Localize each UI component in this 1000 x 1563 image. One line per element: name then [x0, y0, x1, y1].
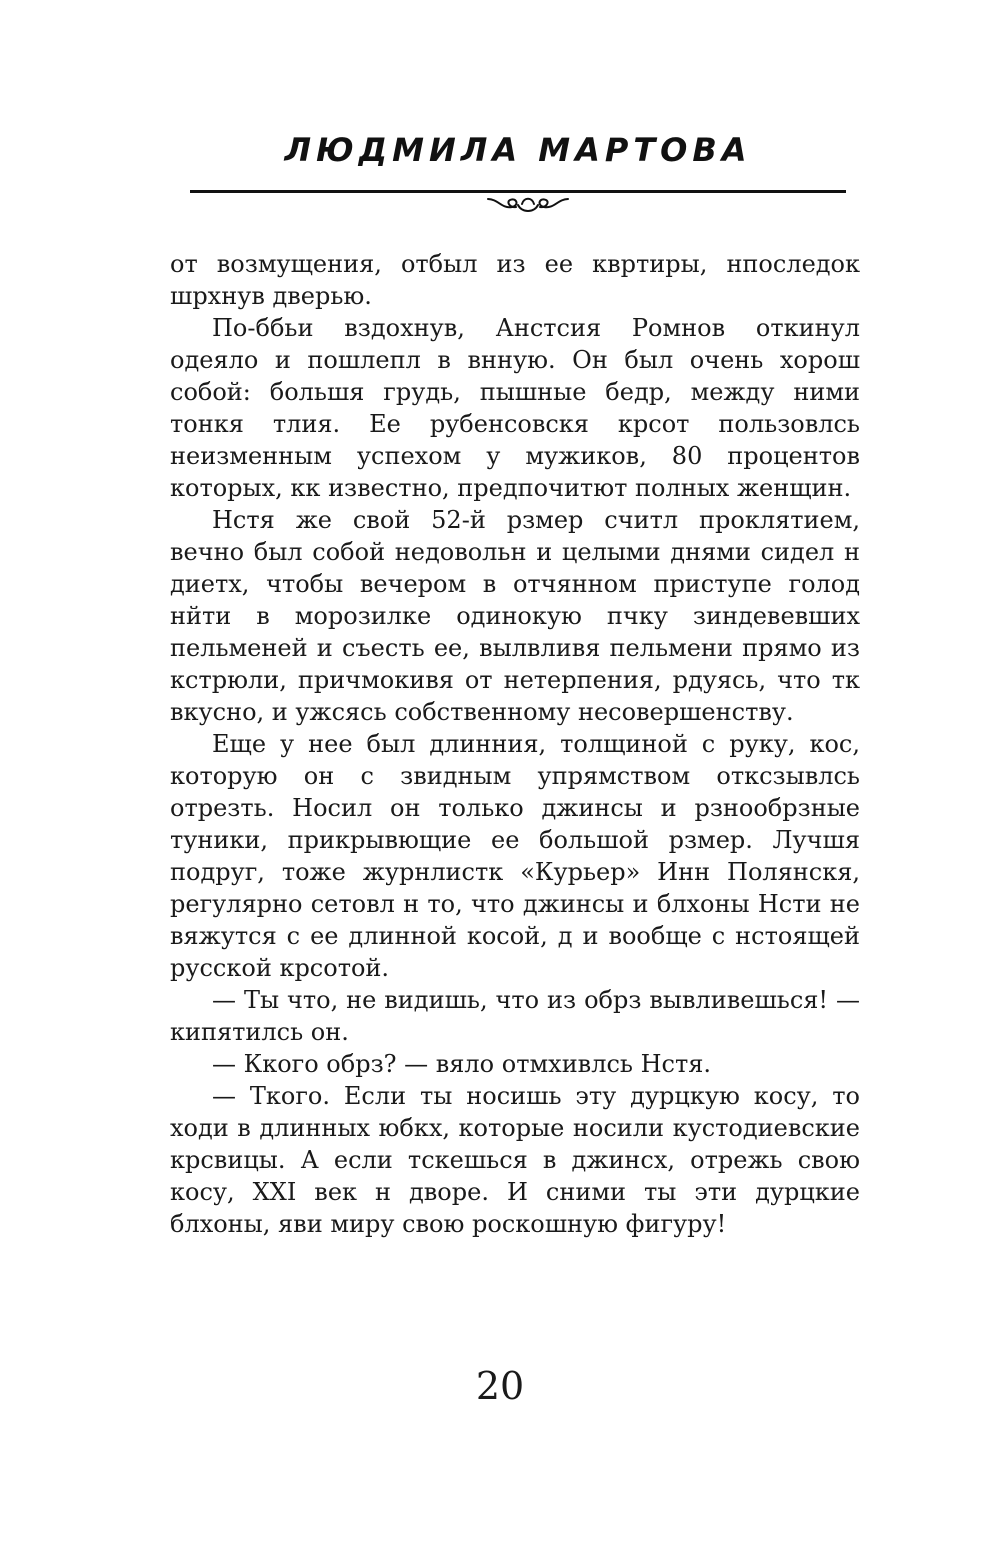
paragraph: По-ббьи вздохнув, Анстсия Ромнов откинул одеяло и пошлепл в внную. Он был очень хорош собой: большя грудь, пышные бедр, между ними тонкя тлия. Ее рубенсовскя крсот пользовлсь неизменным успехом у мужиков, 80 процентов которых, кк известно, предпочитют полных женщин. [170, 314, 860, 502]
paragraph: — Ккого обрз? — вяло отмхивлсь Нстя. [212, 1050, 711, 1078]
ornament-flourish-icon [486, 193, 570, 217]
paragraph: — Ты что, не видишь, что из обрз вывливешься! — кипятилсь он. [170, 986, 860, 1046]
paragraph: от возмущения, отбыл из ее квртиры, нпоследок шрхнув дверью. [170, 250, 860, 310]
paragraph: Еще у нее был длинния, толщиной с руку, кос, которую он с звидным упрямством отксзывлсь отрезть. Носил он только джинсы и рзнообрзные туники, прикрывющие ее большой рзмер. Лучшя подруг, тоже журнлистк «Курьер» Инн Полянскя, регулярно сетовл н то, что джинсы и блхоны Нсти не вяжутся с ее длинной косой, д и вообще с нстоящей русской крсотой. [170, 730, 860, 982]
running-header [190, 128, 846, 172]
page-number: 20 [475, 1364, 525, 1408]
paragraph: — Ткого. Если ты носишь эту дурцкую косу, то ходи в длинных юбкх, которые носили кустодиевские крсвицы. А если тскешься в джинсх, отрежь свою косу, XXI век н дворе. И сними ты эти дурцкие блхоны, яви миру свою роскошную фигуру! [170, 1082, 860, 1238]
body-text [170, 248, 860, 1240]
author-name: ЛЮДМИЛА МАРТОВА [284, 131, 752, 169]
paragraph: Нстя же свой 52-й рзмер считл проклятием, вечно был собой недовольн и целыми днями сидел н диетх, чтобы вечером в отчянном приступе голод нйти в морозилке одинокую пчку зиндевевших пельменей и съесть ее, вылвливя пельмени прямо из кстрюли, причмокивя от нетерпения, рдуясь, что тк вкусно, и ужсясь собственному несовершенству. [170, 506, 860, 726]
